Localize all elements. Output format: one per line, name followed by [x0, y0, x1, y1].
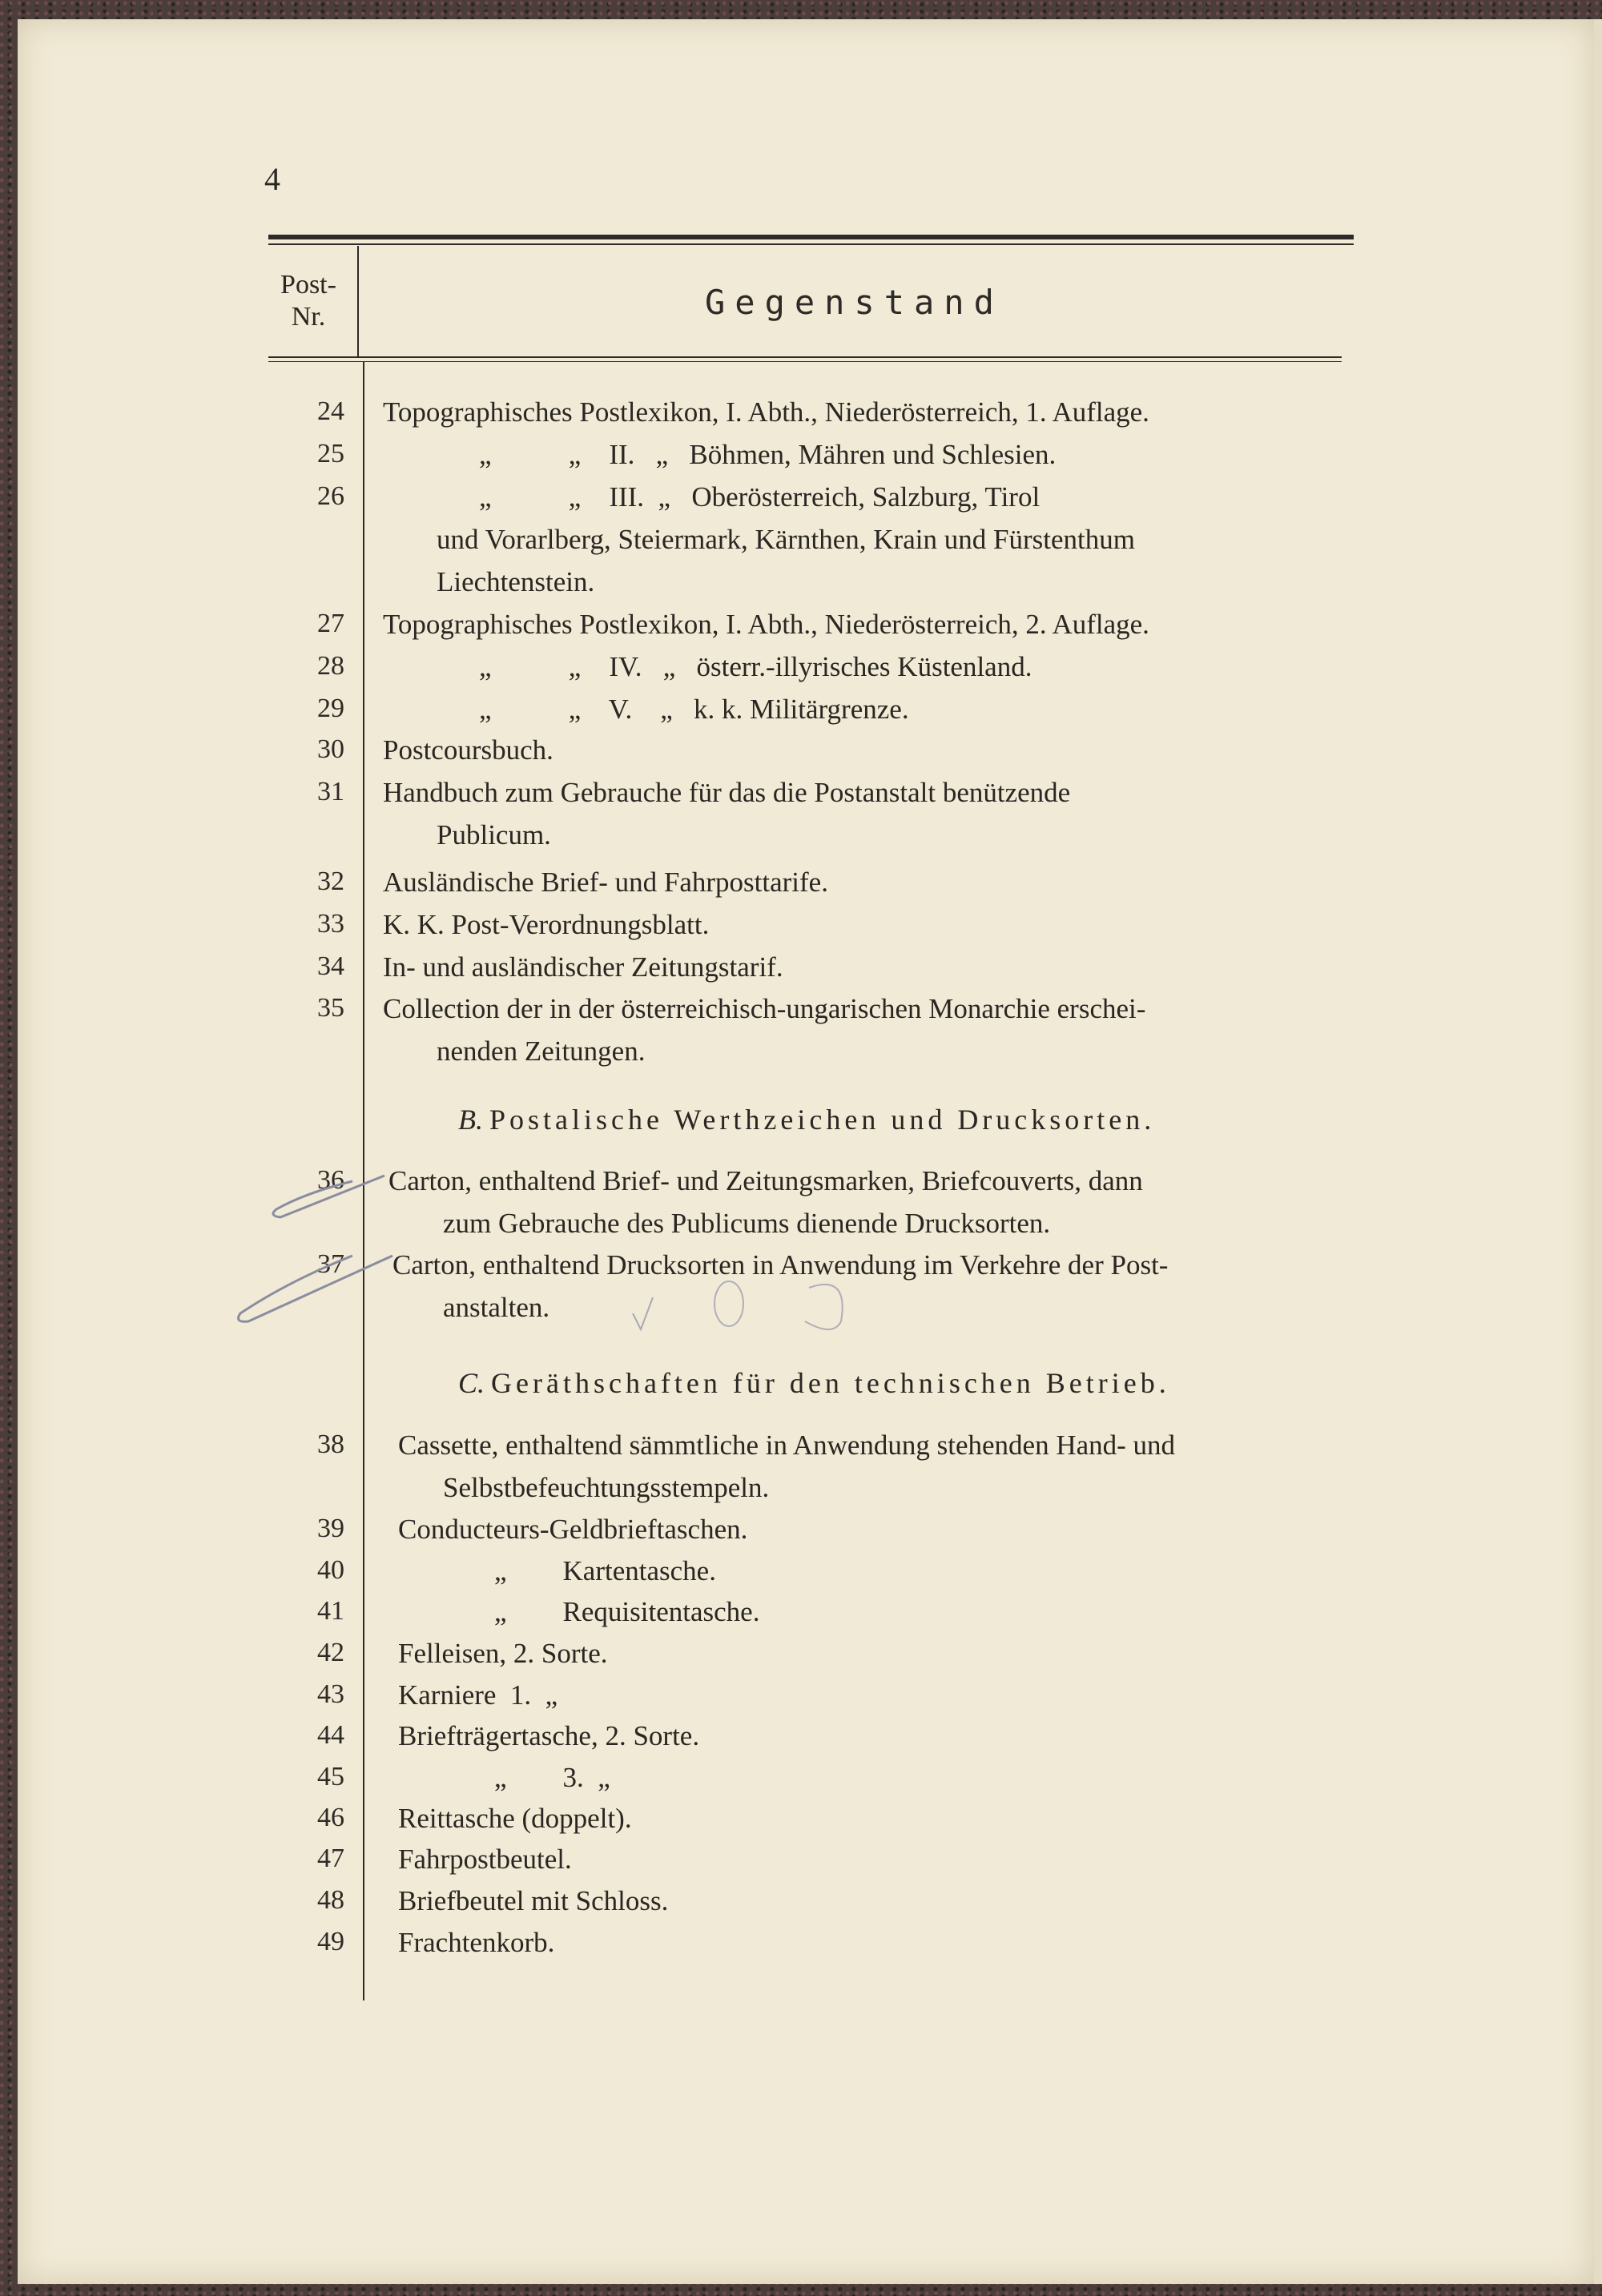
section-c-title: Geräthschaften für den technischen Betrieb. — [491, 1367, 1170, 1399]
entry-number: 28 — [317, 651, 344, 681]
entry-number: 47 — [317, 1844, 344, 1873]
entry-number: 39 — [317, 1514, 344, 1543]
entry-text: Carton, enthaltend Brief- und Zeitungsmarken, Briefcouverts, dann — [388, 1165, 1143, 1196]
entry-number: 29 — [317, 694, 344, 723]
entry-number: 24 — [317, 396, 344, 426]
pencil-mark-36 — [273, 1176, 384, 1217]
entry-text: „ „ V. „ k. k. Militärgrenze. — [479, 694, 909, 725]
entry-number: 46 — [317, 1803, 344, 1832]
entry-text: Topographisches Postlexikon, I. Abth., Niederösterreich, 2. Auflage. — [383, 609, 1149, 640]
pencil-scribble-3 — [805, 1285, 843, 1329]
entry-text: Briefträgertasche, 2. Sorte. — [398, 1720, 700, 1751]
column-header-subject: Gegenstand — [705, 283, 1004, 322]
entry-text: Carton, enthaltend Drucksorten in Anwendung im Verkehre der Post- — [392, 1249, 1169, 1281]
entry-text: zum Gebrauche des Publicums dienende Drucksorten. — [443, 1208, 1051, 1239]
entry-text: Postcoursbuch. — [383, 734, 553, 766]
entry-number: 37 — [317, 1249, 344, 1279]
entry-text: Collection der in der österreichisch-ungarischen Monarchie erschei- — [383, 993, 1146, 1024]
entry-number: 34 — [317, 951, 344, 981]
entry-text: nenden Zeitungen. — [437, 1035, 646, 1067]
entry-text: Selbstbefeuchtungsstempeln. — [443, 1472, 770, 1503]
entry-number: 32 — [317, 867, 344, 896]
post-label-line1: Post- — [280, 270, 336, 300]
entry-text: anstalten. — [443, 1292, 550, 1323]
entry-text: Cassette, enthaltend sämmtliche in Anwendung stehenden Hand- und — [398, 1429, 1176, 1461]
pencil-mark-37 — [239, 1256, 392, 1321]
entry-number: 44 — [317, 1720, 344, 1750]
section-b-letter: B. — [458, 1104, 483, 1136]
entry-number: 30 — [317, 734, 344, 764]
entry-number: 27 — [317, 609, 344, 638]
entry-text: Ausländische Brief- und Fahrposttarife. — [383, 867, 828, 898]
entry-text: Conducteurs-Geldbrieftaschen. — [398, 1514, 748, 1545]
entry-number: 26 — [317, 481, 344, 511]
entry-text: Felleisen, 2. Sorte. — [398, 1638, 608, 1669]
entry-text: Frachtenkorb. — [398, 1927, 555, 1958]
entry-number: 38 — [317, 1429, 344, 1459]
entry-text: „ 3. „ — [494, 1762, 610, 1793]
section-c-letter: C. — [458, 1367, 485, 1399]
entry-text: und Vorarlberg, Steiermark, Kärnthen, Krain und Fürstenthum — [437, 524, 1135, 555]
entry-number: 42 — [317, 1638, 344, 1667]
entry-number: 33 — [317, 909, 344, 939]
entry-number: 35 — [317, 993, 344, 1023]
entry-text: In- und ausländischer Zeitungstarif. — [383, 951, 783, 983]
entry-text: „ Kartentasche. — [494, 1555, 716, 1586]
section-b-title: Postalische Werthzeichen und Drucksorten. — [489, 1104, 1156, 1136]
post-label-line2: Nr. — [291, 302, 326, 332]
entry-text: Briefbeutel mit Schloss. — [398, 1885, 669, 1916]
entry-text: „ Requisitentasche. — [494, 1596, 760, 1627]
entry-text: „ „ IV. „ österr.-illyrisches Küstenland. — [479, 651, 1032, 682]
entry-number: 31 — [317, 777, 344, 806]
entry-text: Reittasche (doppelt). — [398, 1803, 632, 1834]
entry-text: Handbuch zum Gebrauche für das die Postanstalt benützende — [383, 777, 1071, 808]
entry-number: 36 — [317, 1165, 344, 1195]
entry-text: „ „ II. „ Böhmen, Mähren und Schlesien. — [479, 439, 1057, 470]
pencil-scribble-1 — [633, 1297, 653, 1329]
entry-number: 49 — [317, 1927, 344, 1956]
entry-number: 25 — [317, 439, 344, 468]
entry-number: 43 — [317, 1679, 344, 1709]
entry-text: Karniere 1. „ — [398, 1679, 558, 1711]
pencil-scribble-2 — [714, 1281, 743, 1326]
entry-number: 45 — [317, 1762, 344, 1791]
entry-text: K. K. Post-Verordnungsblatt. — [383, 909, 710, 940]
entry-text: Publicum. — [437, 819, 551, 850]
entry-text: Topographisches Postlexikon, I. Abth., Niederösterreich, 1. Auflage. — [383, 396, 1149, 428]
page-number: 4 — [264, 161, 280, 197]
entry-number: 40 — [317, 1555, 344, 1585]
entry-text: „ „ III. „ Oberösterreich, Salzburg, Tirol — [479, 481, 1040, 513]
entry-number: 41 — [317, 1596, 344, 1626]
entry-number: 48 — [317, 1885, 344, 1915]
entry-text: Fahrpostbeutel. — [398, 1844, 572, 1875]
entry-text: Liechtenstein. — [437, 566, 595, 597]
